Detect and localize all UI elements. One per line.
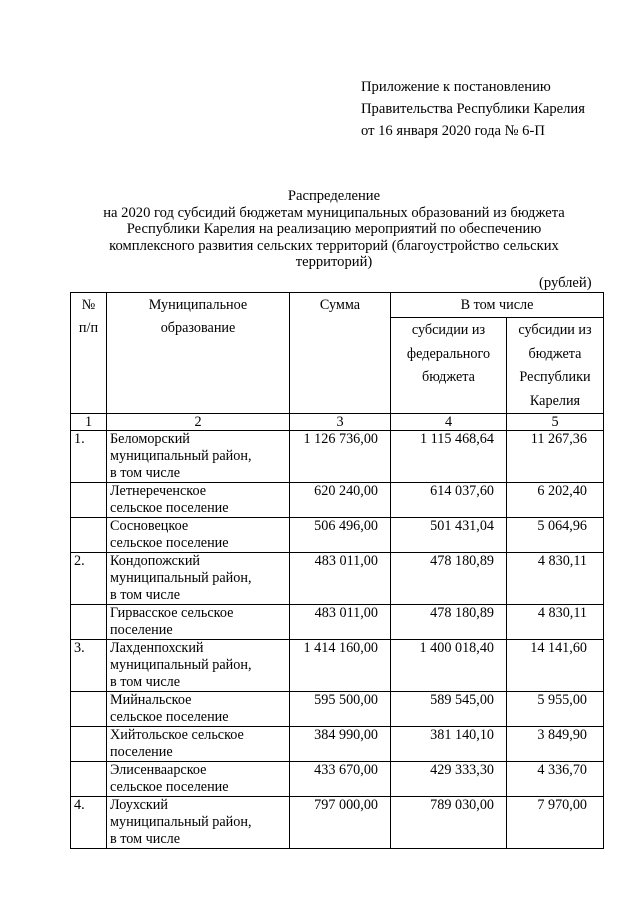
municipality-name — [107, 518, 290, 553]
column-index-row — [71, 414, 604, 431]
municipality-name-line: муниципальный район, — [110, 570, 252, 586]
row-number — [71, 762, 107, 797]
document-title — [64, 188, 604, 271]
municipality-name-line: Лахденпохский — [110, 640, 204, 656]
republic-subsidy-value: 7 970,00 — [507, 797, 604, 849]
header-municipality — [107, 293, 290, 414]
header-text: бюджета — [422, 369, 475, 385]
municipality-name — [107, 692, 290, 727]
row-number — [71, 605, 107, 640]
header-text: бюджета — [528, 345, 582, 362]
row-number: 4. — [71, 797, 107, 849]
column-index: 2 — [107, 414, 290, 431]
table-row — [71, 605, 604, 640]
sum-value: 1 414 160,00 — [290, 640, 391, 692]
sum-value: 483 011,00 — [290, 553, 391, 605]
table-row — [71, 518, 604, 553]
municipality-name-line: Сосновецкое — [110, 518, 189, 534]
federal-subsidy-value: 381 140,10 — [391, 727, 507, 762]
title-line: комплексного развития сельских территорий (благоустройство сельских — [109, 237, 559, 254]
table-body — [71, 431, 604, 849]
header-text: субсидии из — [518, 322, 592, 338]
table-row — [71, 797, 604, 849]
municipality-name-line: Летнереченское — [110, 483, 207, 499]
republic-subsidy-value: 5 064,96 — [507, 518, 604, 553]
federal-subsidy-value: 478 180,89 — [391, 553, 507, 605]
title-line: Республики Карелия на реализацию мероприятий по обеспечению — [126, 221, 542, 238]
title-line: Распределение — [287, 188, 381, 204]
municipality-name — [107, 640, 290, 692]
municipality-name-line: в том числе — [110, 465, 181, 481]
federal-subsidy-value: 1 115 468,64 — [391, 431, 507, 483]
municipality-name — [107, 553, 290, 605]
republic-subsidy-value: 4 830,11 — [507, 553, 604, 605]
municipality-name-line: муниципальный район, — [110, 814, 252, 830]
column-index: 5 — [507, 414, 604, 431]
federal-subsidy-value: 589 545,00 — [391, 692, 507, 727]
municipality-name-line: поселение — [110, 744, 173, 760]
appendix-line: Приложение к постановлению — [361, 79, 551, 95]
municipality-name-line: сельское поселение — [110, 535, 229, 551]
table-row — [71, 762, 604, 797]
header-text: Сумма — [319, 297, 361, 313]
header-text: федерального — [406, 345, 491, 362]
table-row — [71, 431, 604, 483]
header-text: № — [81, 297, 96, 313]
federal-subsidy-value: 789 030,00 — [391, 797, 507, 849]
municipality-name-line: муниципальный район, — [110, 657, 252, 673]
municipality-name-line: Гирвасское сельское — [110, 605, 234, 621]
municipality-name-line: муниципальный район, — [110, 448, 252, 464]
republic-subsidy-value: 5 955,00 — [507, 692, 604, 727]
header-text: образование — [160, 320, 236, 336]
column-index: 4 — [391, 414, 507, 431]
header-text: В том числе — [460, 297, 534, 313]
federal-subsidy-value: 1 400 018,40 — [391, 640, 507, 692]
header-sum — [290, 293, 391, 414]
municipality-name-line: Элисенваарское — [110, 762, 207, 778]
header-federal — [391, 318, 507, 414]
sum-value: 797 000,00 — [290, 797, 391, 849]
column-index: 1 — [71, 414, 107, 431]
sum-value: 506 496,00 — [290, 518, 391, 553]
row-number: 2. — [71, 553, 107, 605]
municipality-name-line: в том числе — [110, 831, 181, 847]
municipality-name-line: Лоухский — [110, 797, 168, 813]
republic-subsidy-value: 4 830,11 — [507, 605, 604, 640]
republic-subsidy-value: 11 267,36 — [507, 431, 604, 483]
appendix-line: Правительства Республики Карелия — [361, 101, 585, 117]
table-row — [71, 553, 604, 605]
municipality-name-line: Беломорский — [110, 431, 190, 447]
title-line: территорий) — [295, 254, 373, 271]
municipality-name — [107, 483, 290, 518]
header-text: п/п — [78, 320, 99, 336]
municipality-name-line: Хийтольское сельское — [110, 727, 244, 743]
table-row — [71, 692, 604, 727]
municipality-name-line: в том числе — [110, 587, 181, 603]
republic-subsidy-value: 14 141,60 — [507, 640, 604, 692]
federal-subsidy-value: 478 180,89 — [391, 605, 507, 640]
municipality-name-line: Мийнальское — [110, 692, 192, 708]
sum-value: 483 011,00 — [290, 605, 391, 640]
sum-value: 384 990,00 — [290, 727, 391, 762]
sum-value: 595 500,00 — [290, 692, 391, 727]
row-number: 1. — [71, 431, 107, 483]
appendix-header — [361, 76, 585, 142]
municipality-name — [107, 727, 290, 762]
federal-subsidy-value: 501 431,04 — [391, 518, 507, 553]
municipality-name-line: Кондопожский — [110, 553, 201, 569]
municipality-name-line: сельское поселение — [110, 779, 229, 795]
municipality-name — [107, 431, 290, 483]
table-row — [71, 727, 604, 762]
header-text: субсидии из — [411, 322, 486, 338]
header-text: Республики — [519, 369, 591, 385]
row-number — [71, 727, 107, 762]
header-number — [71, 293, 107, 414]
row-number — [71, 692, 107, 727]
federal-subsidy-value: 614 037,60 — [391, 483, 507, 518]
republic-subsidy-value: 6 202,40 — [507, 483, 604, 518]
municipality-name-line: в том числе — [110, 674, 181, 690]
title-line: на 2020 год субсидий бюджетам муниципальных образований из бюджета — [103, 204, 565, 221]
municipality-name-line: поселение — [110, 622, 173, 638]
header-text: Карелия — [529, 392, 581, 409]
subsidy-table — [70, 292, 604, 849]
row-number: 3. — [71, 640, 107, 692]
appendix-line: от 16 января 2020 года № 6-П — [361, 123, 545, 139]
sum-value: 433 670,00 — [290, 762, 391, 797]
municipality-name — [107, 797, 290, 849]
header-text: Муниципальное — [148, 297, 248, 313]
sum-value: 1 126 736,00 — [290, 431, 391, 483]
municipality-name — [107, 605, 290, 640]
sum-value: 620 240,00 — [290, 483, 391, 518]
table-row — [71, 483, 604, 518]
municipality-name-line: сельское поселение — [110, 709, 229, 725]
row-number — [71, 483, 107, 518]
municipality-name-line: сельское поселение — [110, 500, 229, 516]
row-number — [71, 518, 107, 553]
republic-subsidy-value: 3 849,90 — [507, 727, 604, 762]
federal-subsidy-value: 429 333,30 — [391, 762, 507, 797]
column-index: 3 — [290, 414, 391, 431]
republic-subsidy-value: 4 336,70 — [507, 762, 604, 797]
municipality-name — [107, 762, 290, 797]
header-republic — [507, 318, 604, 414]
header-row — [71, 293, 604, 318]
units-label: (рублей) — [539, 275, 592, 291]
header-including — [391, 293, 604, 318]
table-row — [71, 640, 604, 692]
